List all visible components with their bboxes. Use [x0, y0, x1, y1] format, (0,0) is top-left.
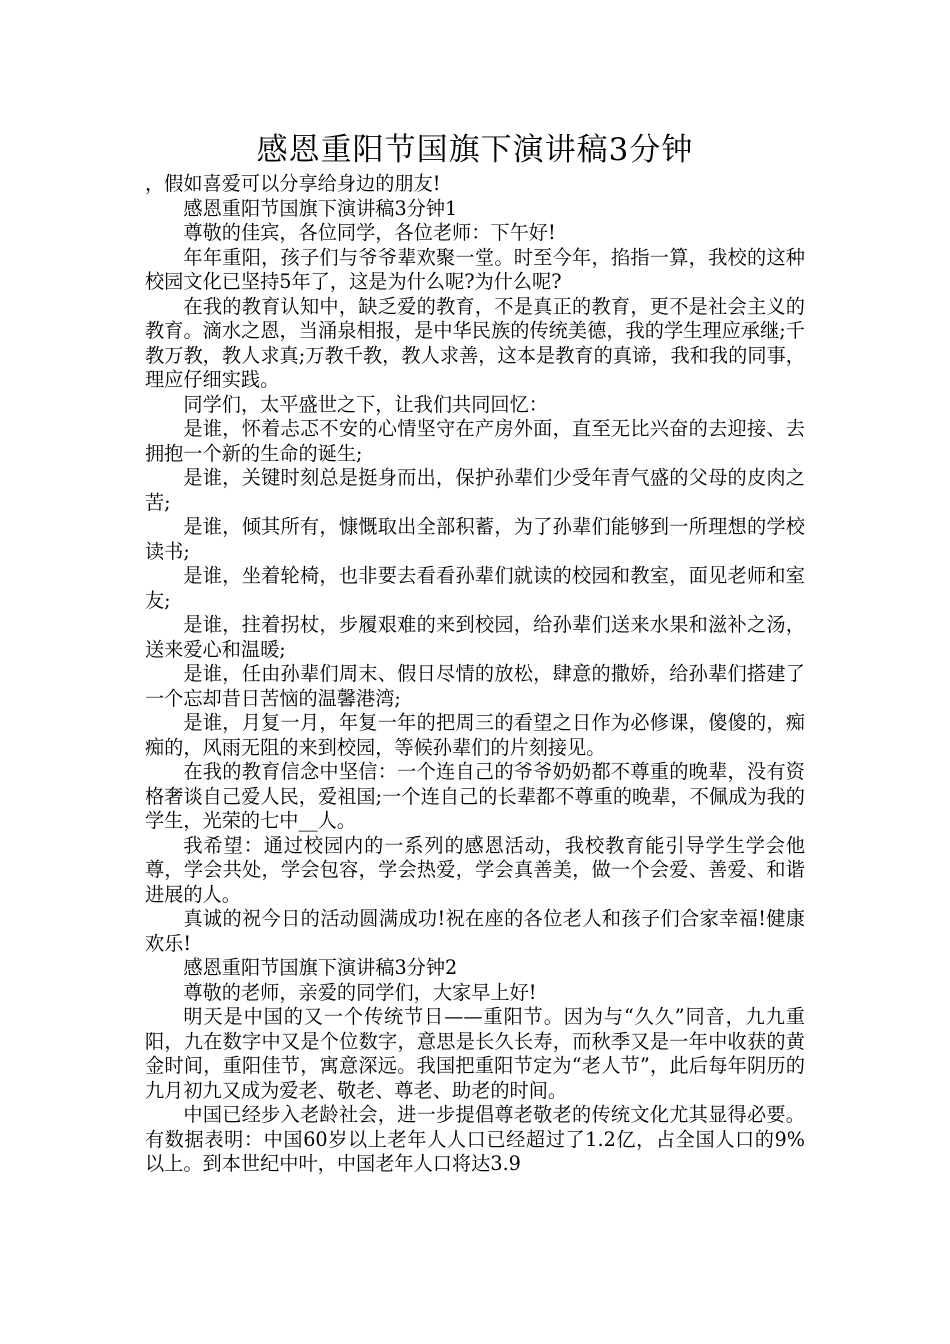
paragraph: 是谁，关键时刻总是挺身而出，保护孙辈们少受年青气盛的父母的皮肉之苦;	[145, 466, 805, 514]
paragraph: 尊敬的佳宾，各位同学，各位老师：下午好!	[183, 221, 556, 244]
paragraph: 年年重阳，孩子们与爷爷辈欢聚一堂。时至今年，掐指一算，我校的这种校园文化已坚持5年了，这是为什么呢?为什么呢?	[145, 245, 805, 293]
paragraph: 感恩重阳节国旗下演讲稿3分钟2	[183, 956, 458, 979]
paragraph: 中国已经步入老龄社会，进一步提倡尊老敬老的传统文化尤其显得必要。有数据表明：中国60岁以上老年人人口已经超过了1.2亿，占全国人口的9%以上。到本世纪中叶，中国老年人口将达3.9	[145, 1103, 805, 1175]
paragraph: 在我的教育信念中坚信：一个连自己的爷爷奶奶都不尊重的晚辈，没有资格奢谈自己爱人民，爱祖国;一个连自己的长辈都不尊重的晚辈，不佩成为我的学生，光荣的七中__人。	[145, 760, 805, 832]
paragraph: 尊敬的老师，亲爱的同学们，大家早上好!	[183, 980, 537, 1004]
paragraph: 是谁，月复一月，年复一年的把周三的看望之日作为必修课，傻傻的，痴痴的，风雨无阻的来到校园，等候孙辈们的片刻接见。	[145, 711, 805, 759]
document-title: 感恩重阳节国旗下演讲稿3分钟	[256, 132, 694, 168]
paragraph: 是谁，怀着忐忑不安的心情坚守在产房外面，直至无比兴奋的去迎接、去拥抱一个新的生命的诞生;	[145, 417, 805, 465]
paragraph: 明天是中国的又一个传统节日——重阳节。因为与“久久”同音，九九重阳，九在数字中又是个位数字，意思是长久长寿，而秋季又是一年中收获的黄金时间，重阳佳节，寓意深远。我国把重阳节定为“老人节”，此后每年阴历的九月初九又成为爱老、敬老、尊老、助老的时间。	[145, 1005, 805, 1102]
paragraph: 我希望：通过校园内的一系列的感恩活动，我校教育能引导学生学会他尊，学会共处，学会包容，学会热爱，学会真善美，做一个会爱、善爱、和谐进展的人。	[145, 833, 805, 906]
paragraph: 是谁，坐着轮椅，也非要去看看孙辈们就读的校园和教室，面见老师和室友;	[145, 564, 805, 612]
paragraph: 是谁，倾其所有，慷慨取出全部积蓄，为了孙辈们能够到一所理想的学校读书;	[145, 515, 805, 563]
paragraph: ，假如喜爱可以分享给身边的朋友!	[145, 172, 441, 195]
paragraph: 是谁，任由孙辈们周末、假日尽情的放松，肆意的撒娇，给孙辈们搭建了一个忘却昔日苦恼的温馨港湾;	[145, 662, 805, 710]
paragraph: 是谁，拄着拐杖，步履艰难的来到校园，给孙辈们送来水果和滋补之汤，送来爱心和温暖;	[145, 613, 805, 661]
document-body	[145, 172, 805, 1177]
paragraph: 感恩重阳节国旗下演讲稿3分钟1	[183, 196, 458, 220]
paragraph: 在我的教育认知中，缺乏爱的教育，不是真正的教育，更不是社会主义的教育。滴水之恩，当涌泉相报，是中华民族的传统美德，我的学生理应承继;千教万教，教人求真;万教千教，教人求善，这本是教育的真谛，我和我的同事，理应仔细实践。	[145, 294, 805, 391]
paragraph: 同学们，太平盛世之下，让我们共同回忆：	[183, 392, 548, 416]
paragraph: 真诚的祝今日的活动圆满成功!祝在座的各位老人和孩子们合家幸福!健康欢乐!	[145, 907, 805, 955]
